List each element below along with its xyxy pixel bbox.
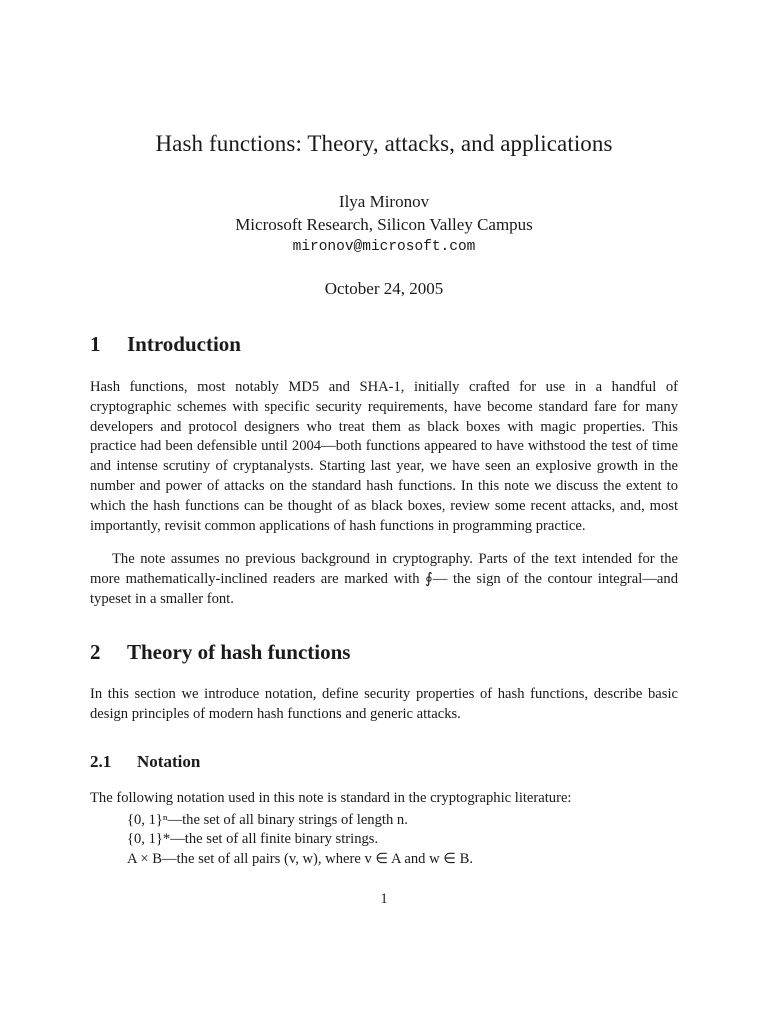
paper-date: October 24, 2005 <box>324 279 444 298</box>
section-title: Introduction <box>127 332 241 356</box>
subsection-number: 2.1 <box>90 752 112 771</box>
intro-paragraph-2: The note assumes no previous background in cryptography. Parts of the text intended for the more mathematically-inclined readers are marked with ∮— the sign of the contour integral—and typeset in a smaller font. <box>90 551 678 607</box>
author-block <box>0 190 768 259</box>
paper-title: Hash functions: Theory, attacks, and applications <box>155 131 613 156</box>
intro-paragraph-1: Hash functions, most notably MD5 and SHA-1, initially crafted for use in a handful of cryptographic schemes with specific security requirements, have become standard fare for many developers and protocol designers who treat them as black boxes with magic properties. This practice had been defensible until 2004—both functions appeared to have withstood the test of time and intense scrutiny of cryptanalysts. Starting last year, we have seen an explosive growth in the number and power of attacks on the standard hash functions. In this note we discuss the extent to which the hash functions can be thought of as black boxes, review some recent attacks, and, most importantly, revisit common applications of hash functions in programming practice. <box>90 379 678 534</box>
section-number: 1 <box>90 332 101 356</box>
page-number: 1 <box>380 891 388 907</box>
notation-item: A × B—the set of all pairs (v, w), where v ∈ A and w ∈ B. <box>127 851 474 867</box>
theory-paragraph-1: In this section we introduce notation, define security properties of hash functions, describe basic design principles of modern hash functions and generic attacks. <box>90 686 678 722</box>
section-title: Theory of hash functions <box>127 640 351 664</box>
section-number: 2 <box>90 640 101 664</box>
notation-item: {0, 1}*—the set of all finite binary strings. <box>127 831 379 847</box>
author-email: mironov@microsoft.com <box>292 239 476 255</box>
subsection-heading-notation <box>90 752 200 772</box>
subsection-title: Notation <box>137 752 201 771</box>
section-heading-introduction <box>90 332 241 357</box>
section-heading-theory <box>90 640 350 665</box>
author-affiliation: Microsoft Research, Silicon Valley Campus <box>235 215 533 234</box>
notation-intro: The following notation used in this note is standard in the cryptographic literature: <box>90 790 572 806</box>
notation-item: {0, 1}ⁿ—the set of all binary strings of length n. <box>127 812 408 828</box>
author-name: Ilya Mironov <box>338 192 430 211</box>
